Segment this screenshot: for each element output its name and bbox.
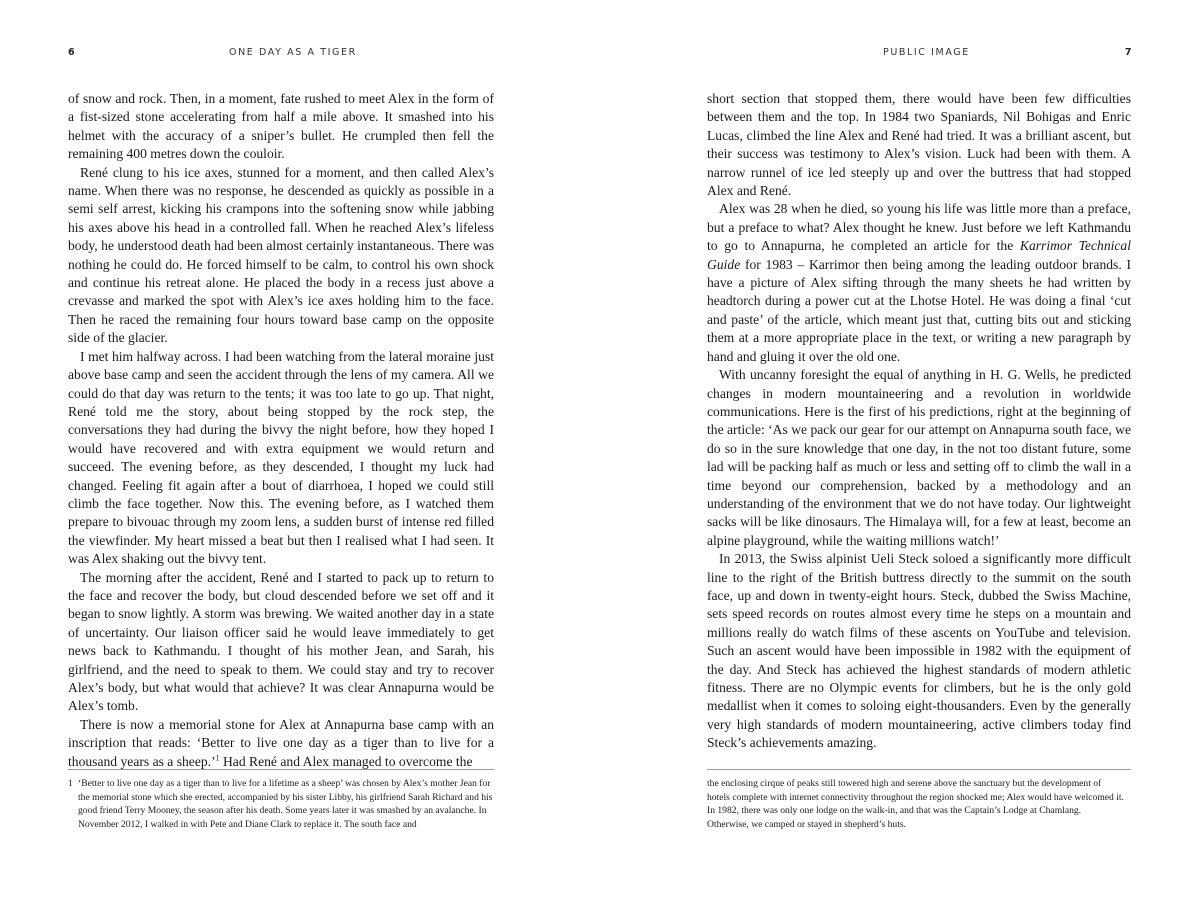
paragraph-text: Alex was 28 when he died, so young his life was little more than a preface, but a preface to what? Alex thought he knew. Just before we left Kathmandu to go to Annapurna, he completed an article for the [707,201,1131,254]
footnote-number: 1 [68,778,73,789]
footnote-text: ‘Better to live one day as a tiger than to live for a lifetime as a sheep’ was chosen by Alex’s mother Jean for the memorial stone which she erected, accompanied by his sister Libby, his girlfriend Sarah Richard and his good friend Terry Mooney, the season after his death. Some years later it was smashed by an avalanche. In November 2012, I walked in with Pete and Diane Clark to replace it. The south face and [78,778,493,830]
footnote-divider [68,769,494,770]
left-running-head: ONE DAY AS A TIGER [229,47,357,58]
paragraph-text: Had René and Alex managed to overcome the [219,753,473,769]
footnote-text: the enclosing cirque of peaks still towered high and serene above the sanctuary but the development of hotels complete with internet connectivity throughout the region shocked me; Alex would have welcomed it. In 1982, there was only one lodge on the walk-in, and that was the Captain’s Lodge at Chamlang. Otherwise, we camped or stayed in shepherd’s huts. [707,778,1124,830]
right-footnotes [707,777,1125,831]
paragraph [68,716,494,771]
paragraph: With uncanny foresight the equal of anything in H. G. Wells, he predicted changes in modern mountaineering and a revolution in worldwide communications. Here is the first of his predictions, right at the beginning of the article: ‘As we pack our gear for our attempt on Annapurna south face, we do so in the sure knowledge that one day, in the not too distant future, some lad will be packing half as much or less and setting off to climb the wall in a time beyond our comprehension, backed by a methodology and an understanding of the environment that we do not have today. Our lightweight sacks will be like dinosaurs. The Himalaya will, for a few at least, become an alpine playground, while the waiting millions watch!’ [707,367,1131,548]
right-body-text [707,90,1131,753]
book-title: Karrimor Technical Guide [707,238,1131,272]
right-running-head: PUBLIC IMAGE [883,47,970,58]
footnote-reference[interactable]: 1 [215,753,220,763]
left-footnotes [68,777,496,831]
paragraph: In 2013, the Swiss alpinist Ueli Steck soloed a significantly more difficult line to the right of the British buttress directly to the summit on the south face, up and down in twenty-eight hours. Steck, dubbed the Swiss Machine, sets speed records on routes almost every time he steps on a mountain and millions really do watch films of these ascents on YouTube and television. Such an ascent would have been impossible in 1982 with the equipment of the day. And Steck has achieved the highest standards of modern athletic fitness. There are no Olympic events for climbers, but he is the only gold medallist when it comes to soloing eight-thousanders. Even by the generally very high standards of modern mountaineering, active climbers today find Steck’s achievements amazing. [707,551,1131,751]
right-page [600,0,1200,900]
paragraph: I met him halfway across. I had been watching from the lateral moraine just above base camp and seen the accident through the lens of my camera. All we could do that day was return to the tents; it was too late to go up. That night, René told me the story, about being stopped by the rock step, the conversations they had during the bivvy the night before, how they hoped I would have recovered and with extra equipment we would return and succeed. The evening before, as they descended, I thought my luck had changed. Feeling fit again after a bout of diarrhoea, I hoped we could still climb the face together. Now this. The evening before, as I watched them prepare to bivouac through my zoom lens, a sudden burst of intense red filled the viewfinder. My heart missed a beat but then I realised what I had seen. It was Alex shaking out the bivvy tent. [68,348,494,567]
right-page-number: 7 [1124,47,1132,58]
left-page-number: 6 [68,47,76,58]
paragraph [707,200,1131,366]
paragraph-text: There is now a memorial stone for Alex at Annapurna base camp with an inscription that reads: ‘Better to live one day as a tiger than to live for a thousand years as a sheep.’ [68,716,494,769]
paragraph: of snow and rock. Then, in a moment, fate rushed to meet Alex in the form of a fist-sized stone accelerating from half a mile above. It smashed into his helmet with the accuracy of a sniper’s bullet. He crumpled then fell the remaining 400 metres down the couloir. [68,91,494,162]
footnote-divider [707,769,1131,770]
paragraph: René clung to his ice axes, stunned for a moment, and then called Alex’s name. When there was no response, he descended as quickly as possible in a semi self arrest, kicking his crampons into the softening snow while jabbing his axes above his head in a controlled fall. When he reached Alex’s lifeless body, he understood death had been almost certainly instantaneous. There was nothing he could do. He forced himself to be calm, to control his own shock and continue his retreat alone. He placed the body in a recess just above a crevasse and marked the spot with Alex’s ice axes holding him to the face. Then he raced the remaining four hours toward base camp on the opposite side of the glacier. [68,164,494,346]
paragraph-text: for 1983 – Karrimor then being among the leading outdoor brands. I have a picture of Alex sifting through the many sheets he had written by headtorch during a power cut at the Lhotse Hotel. He was doing a final ‘cut and paste’ of the article, which meant just that, cutting bits out and sticking them at a more appropriate place in the text, or writing a new paragraph by hand and gluing it over the old one. [707,256,1131,364]
paragraph: short section that stopped them, there would have been few difficulties between them and the top. In 1984 two Spaniards, Nil Bohigas and Enric Lucas, climbed the line Alex and René had tried. It was a brilliant ascent, but their success was testimony to Alex’s vision. Luck had been with them. A narrow runnel of ice led steeply up and over the buttress that had stopped Alex and René. [707,91,1131,199]
left-body-text [68,90,494,771]
paragraph: The morning after the accident, René and I started to pack up to return to the face and recover the body, but cloud descended before we set off and it began to snow lightly. A storm was brewing. We waited another day in a state of uncertainty. Our liaison officer said he would leave immediately to get news back to Kathmandu. I thought of his mother Jean, and Sarah, his girlfriend, and the need to speak to them. We could stay and try to recover Alex’s body, but what would that achieve? It was clear Annapurna would be Alex’s tomb. [68,569,494,714]
